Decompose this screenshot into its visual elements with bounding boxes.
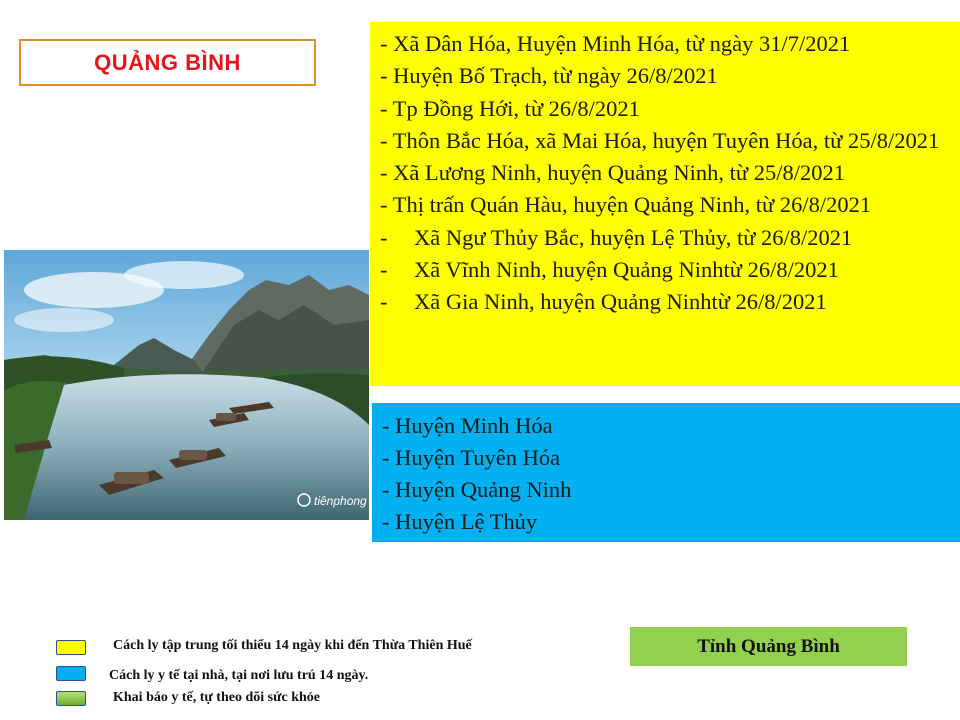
yellow-list-item: - Xã Ngư Thủy Bắc, huyện Lệ Thủy, từ 26/8/2021 bbox=[380, 224, 853, 250]
legend-text-blue: Cách ly y tế tại nhà, tại nơi lưu trú 14 ngày. bbox=[109, 668, 369, 683]
legend-text-yellow: Cách ly tập trung tối thiểu 14 ngày khi đến Thừa Thiên Huế bbox=[113, 638, 472, 653]
legend-swatch-blue bbox=[56, 666, 86, 681]
title-box bbox=[19, 39, 316, 86]
yellow-list-item: - Huyện Bố Trạch, từ ngày 26/8/2021 bbox=[380, 63, 718, 89]
legend-swatch-yellow bbox=[56, 640, 86, 655]
landscape-photo bbox=[4, 250, 369, 520]
yellow-list-item: - Xã Dân Hóa, Huyện Minh Hóa, từ ngày 31/7/2021 bbox=[380, 31, 851, 56]
blue-list-item: - Huyện Lệ Thủy bbox=[382, 509, 538, 534]
yellow-list-item: - Thôn Bắc Hóa, xã Mai Hóa, huyện Tuyên Hóa, từ 25/8/2021 bbox=[380, 127, 940, 153]
legend-text-green: Khai báo y tế, tự theo dõi sức khỏe bbox=[113, 690, 320, 705]
yellow-quarantine-list bbox=[370, 22, 960, 386]
blue-quarantine-list bbox=[372, 403, 960, 542]
svg-text:tiênphong: tiênphong bbox=[314, 494, 367, 508]
blue-list-item: - Huyện Minh Hóa bbox=[382, 413, 553, 438]
yellow-list-item: - Xã Gia Ninh, huyện Quảng Ninhtừ 26/8/2021 bbox=[380, 289, 827, 315]
yellow-list-item: - Thị trấn Quán Hàu, huyện Quảng Ninh, từ 26/8/2021 bbox=[380, 192, 872, 218]
province-label-box bbox=[630, 627, 907, 666]
blue-list-item: - Huyện Quảng Ninh bbox=[382, 477, 572, 502]
yellow-list-item: - Tp Đồng Hới, từ 26/8/2021 bbox=[380, 95, 640, 121]
legend-swatch-green bbox=[56, 691, 86, 706]
page-title: QUẢNG BÌNH bbox=[94, 49, 241, 75]
province-label: Tỉnh Quảng Bình bbox=[697, 635, 840, 657]
yellow-list-item: - Xã Lương Ninh, huyện Quảng Ninh, từ 25/8/2021 bbox=[380, 160, 845, 186]
river-landscape-image bbox=[4, 250, 369, 520]
blue-list-item: - Huyện Tuyên Hóa bbox=[382, 445, 561, 470]
yellow-list-item: - Xã Vĩnh Ninh, huyện Quảng Ninhtừ 26/8/2021 bbox=[380, 257, 839, 283]
